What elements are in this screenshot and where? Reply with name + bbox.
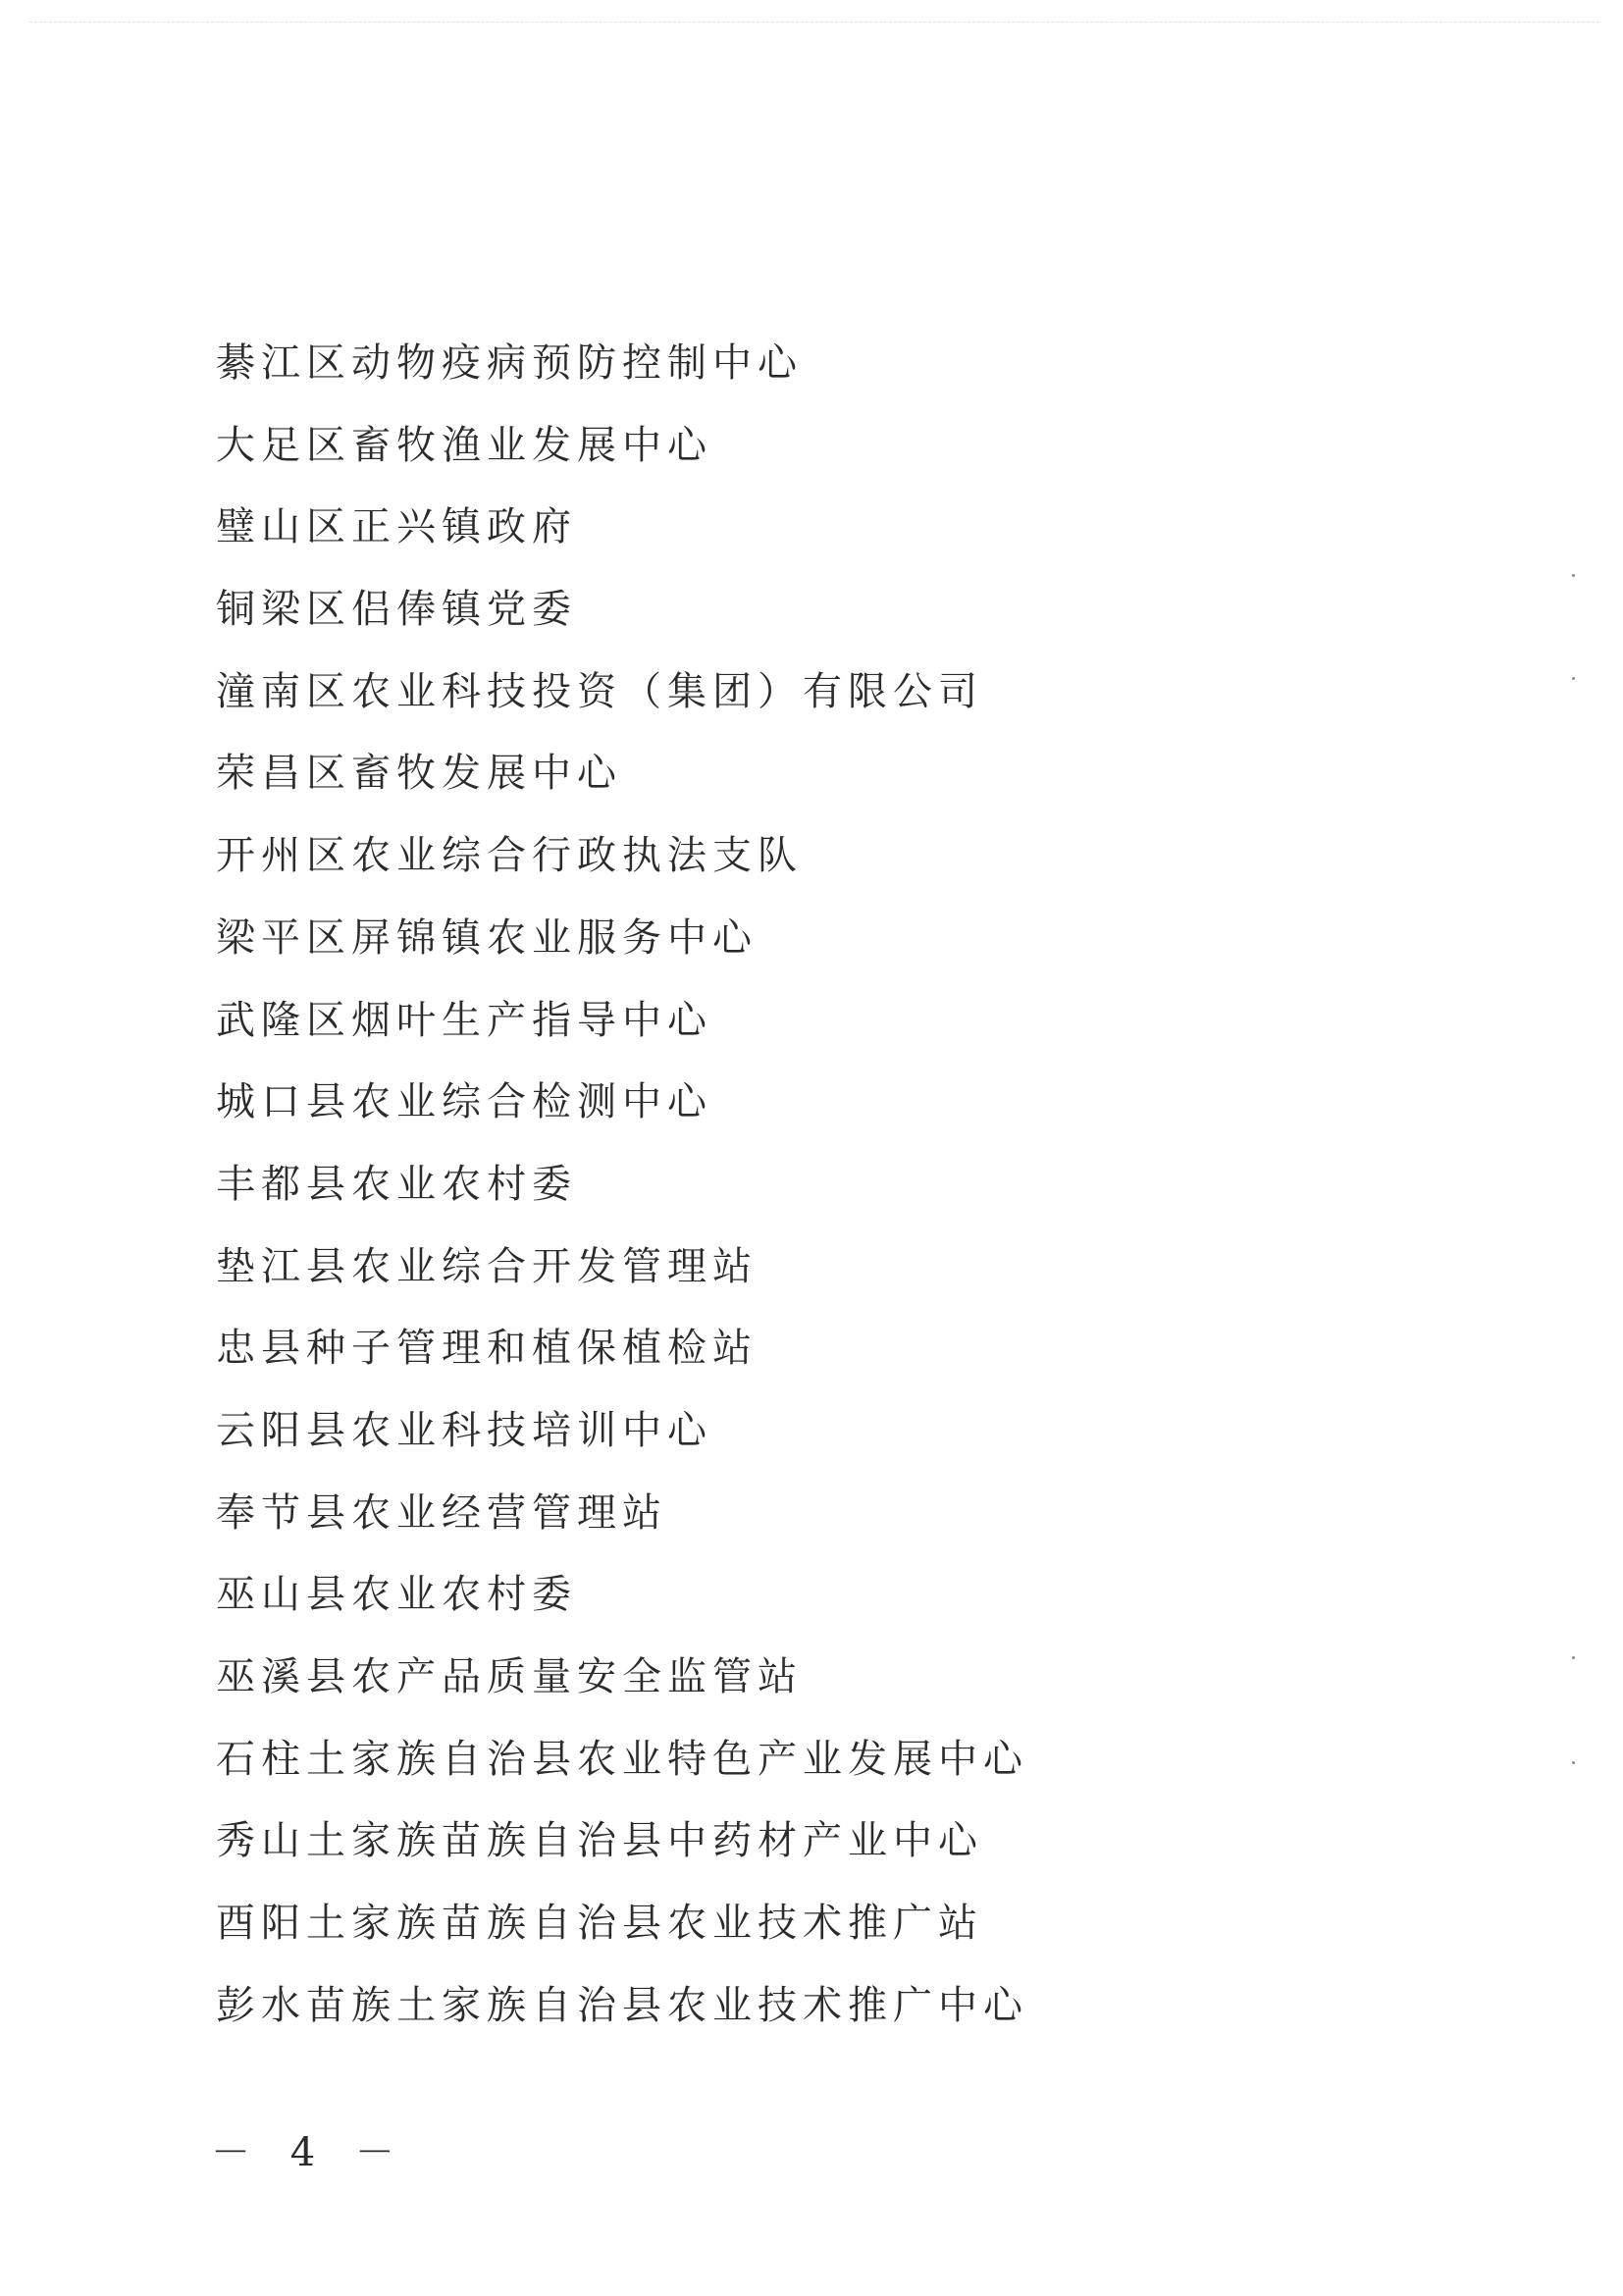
list-item: 彭水苗族土家族自治县农业技术推广中心: [216, 1982, 1028, 2028]
scan-speck: [1572, 1761, 1575, 1764]
list-item: 石柱土家族自治县农业特色产业发展中心: [216, 1736, 1028, 1782]
list-item: 荣昌区畜牧发展中心: [216, 751, 622, 797]
list-item: 云阳县农业科技培训中心: [216, 1407, 712, 1453]
page-number: － 4 －: [211, 2130, 408, 2175]
list-item: 丰都县农业农村委: [216, 1161, 577, 1207]
list-item: 铜梁区侣俸镇党委: [216, 587, 577, 633]
list-item: 酉阳土家族苗族自治县农业技术推广站: [216, 1901, 983, 1947]
list-item: 巫溪县农产品质量安全监管站: [216, 1654, 803, 1699]
list-item: 梁平区屏锦镇农业服务中心: [216, 914, 758, 961]
organization-list: [216, 334, 1028, 2058]
list-item: 奉节县农业经营管理站: [216, 1489, 667, 1536]
list-item: 巫山县农业农村委: [216, 1572, 577, 1618]
list-item: 开州区农业综合行政执法支队: [216, 833, 803, 879]
list-item: 綦江区动物疫病预防控制中心: [216, 340, 803, 386]
list-item: 武隆区烟叶生产指导中心: [216, 997, 712, 1043]
scan-speck: [1572, 1656, 1575, 1659]
list-item: 垫江县农业综合开发管理站: [216, 1243, 758, 1289]
list-item: 大足区畜牧渔业发展中心: [216, 422, 712, 468]
list-item: 忠县种子管理和植保植检站: [216, 1326, 758, 1372]
list-item: 秀山土家族苗族自治县中药材产业中心: [216, 1818, 983, 1864]
list-item: 潼南区农业科技投资（集团）有限公司: [216, 668, 983, 714]
scan-top-edge-line: [29, 22, 1599, 23]
scan-speck: [1572, 574, 1575, 577]
list-item: 城口县农业综合检测中心: [216, 1079, 712, 1125]
list-item: 璧山区正兴镇政府: [216, 504, 577, 550]
scan-speck: [1572, 677, 1575, 680]
